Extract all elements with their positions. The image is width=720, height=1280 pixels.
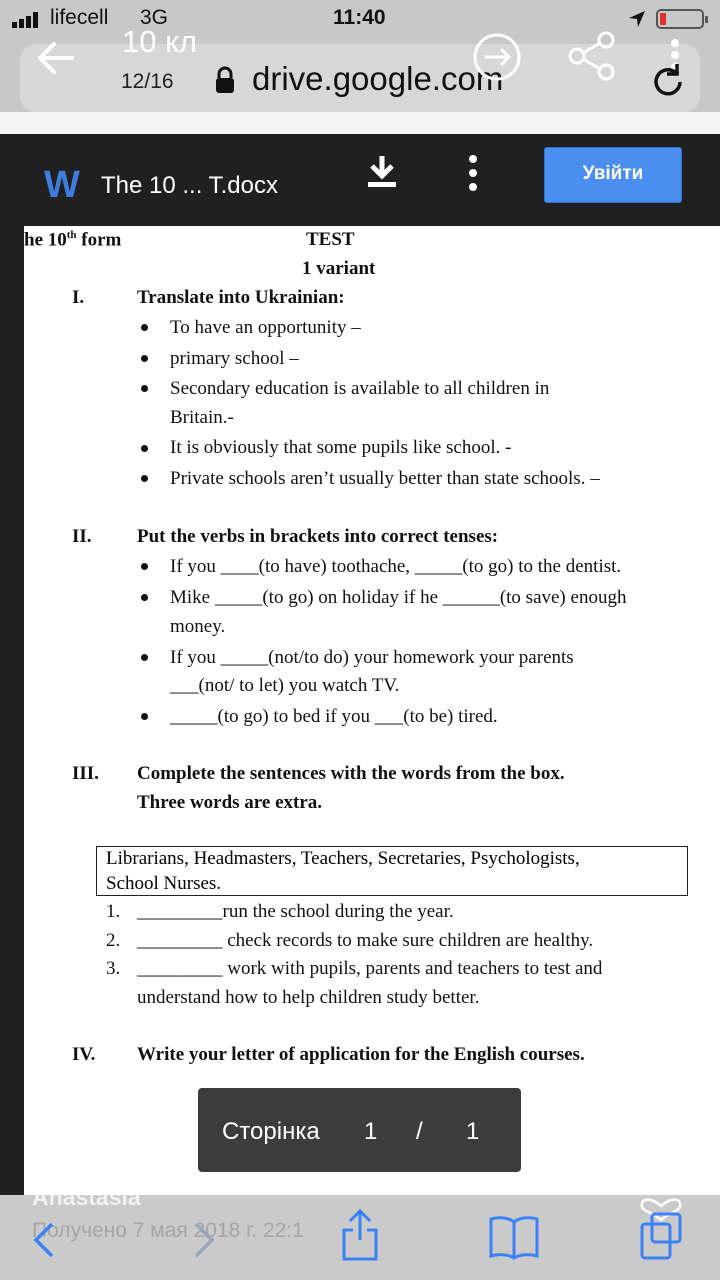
file-name: The 10 ... T.docx bbox=[101, 172, 278, 199]
list-item-continued: money. bbox=[170, 616, 226, 637]
page-label: Сторінка bbox=[222, 1118, 320, 1145]
page-indicator bbox=[198, 1088, 521, 1172]
section-number: I. bbox=[72, 287, 85, 308]
bullet bbox=[141, 355, 148, 362]
location-icon bbox=[628, 10, 646, 28]
list-item: Private schools aren’t usually better than state schools. – bbox=[170, 468, 600, 489]
word-box-line: School Nurses. bbox=[106, 873, 222, 894]
list-item: _____(to go) to bed if you ___(to be) tired. bbox=[170, 706, 498, 727]
list-item: If you ____(to have) toothache, _____(to go) to the dentist. bbox=[170, 556, 622, 577]
sender-name: Anastasia bbox=[32, 1184, 141, 1210]
bullet bbox=[141, 654, 148, 661]
bullet bbox=[141, 324, 148, 331]
nav-back-icon[interactable] bbox=[32, 1220, 56, 1260]
document-page bbox=[24, 135, 720, 1195]
carrier-name: lifecell bbox=[50, 6, 109, 29]
section-heading: Put the verbs in brackets into correct tenses: bbox=[137, 526, 499, 547]
share-sheet-icon[interactable] bbox=[340, 1208, 380, 1262]
clock: 11:40 bbox=[333, 6, 386, 29]
list-item-continued: Britain.- bbox=[170, 407, 234, 428]
nav-forward-icon[interactable] bbox=[192, 1220, 216, 1260]
bullet bbox=[141, 563, 148, 570]
item-number: 2. bbox=[106, 930, 121, 951]
numbered-item: _________ check records to make sure children are healthy. bbox=[137, 930, 594, 951]
word-box-line: Librarians, Headmasters, Teachers, Secretaries, Psychologists, bbox=[106, 848, 580, 869]
word-file-icon: W bbox=[44, 164, 80, 206]
form-label: he 10th form bbox=[24, 229, 122, 251]
list-item: Mike _____(to go) on holiday if he ______(to save) enough bbox=[170, 587, 627, 608]
list-item: To have an opportunity – bbox=[170, 317, 361, 338]
sign-in-label: Увійти bbox=[582, 163, 644, 184]
download-icon[interactable] bbox=[366, 154, 398, 190]
page-separator: / bbox=[416, 1118, 423, 1145]
section-heading-continued: Three words are extra. bbox=[137, 792, 323, 813]
page-total: 1 bbox=[466, 1118, 480, 1145]
page-current: 1 bbox=[364, 1118, 378, 1145]
url-domain[interactable]: drive.google.com bbox=[252, 60, 504, 97]
numbered-item: _________ work with pupils, parents and teachers to test and bbox=[137, 958, 603, 979]
network-type: 3G bbox=[140, 6, 169, 29]
page-gap bbox=[0, 112, 720, 134]
list-item: It is obviously that some pupils like school. - bbox=[170, 437, 512, 458]
list-item: Secondary education is available to all children in bbox=[170, 378, 550, 399]
list-item-continued: ___(not/ to let) you watch TV. bbox=[170, 675, 400, 696]
reload-icon[interactable] bbox=[650, 62, 686, 102]
bullet bbox=[141, 445, 148, 452]
word-box bbox=[96, 846, 688, 896]
open-external-icon[interactable] bbox=[472, 32, 522, 82]
back-arrow-icon[interactable] bbox=[36, 38, 76, 78]
section-heading: Complete the sentences with the words from the box. bbox=[137, 763, 565, 784]
bookmarks-icon[interactable] bbox=[488, 1214, 540, 1260]
received-timestamp: Получено 7 мая 2018 г. 22:1 bbox=[32, 1219, 304, 1242]
item-number: 1. bbox=[106, 901, 121, 922]
list-item: primary school – bbox=[170, 348, 299, 369]
sign-in-button[interactable] bbox=[544, 147, 682, 203]
viewer-more-icon[interactable] bbox=[466, 154, 480, 192]
section-number: IV. bbox=[72, 1044, 96, 1065]
share-icon[interactable] bbox=[566, 30, 618, 82]
doc-variant: 1 variant bbox=[302, 258, 376, 279]
bullet bbox=[141, 475, 148, 482]
page-counter: 12/16 bbox=[121, 70, 174, 93]
battery-icon bbox=[656, 9, 704, 29]
section-heading: Translate into Ukrainian: bbox=[137, 287, 345, 308]
numbered-item: _________run the school during the year. bbox=[137, 901, 454, 922]
item-number: 3. bbox=[106, 958, 121, 979]
bullet bbox=[141, 385, 148, 392]
numbered-item-continued: understand how to help children study better. bbox=[137, 987, 480, 1008]
tab-title: 10 кл bbox=[122, 24, 198, 59]
bullet bbox=[141, 713, 148, 720]
signal-icon bbox=[12, 12, 46, 28]
list-item: If you _____(not/to do) your homework your parents bbox=[170, 647, 574, 668]
bullet bbox=[141, 594, 148, 601]
section-heading: Write your letter of application for the English courses. bbox=[137, 1044, 585, 1065]
doc-title: TEST bbox=[306, 229, 355, 250]
section-number: III. bbox=[72, 763, 99, 784]
tabs-icon[interactable] bbox=[638, 1198, 684, 1262]
lock-icon bbox=[214, 66, 236, 94]
section-number: II. bbox=[72, 526, 92, 547]
